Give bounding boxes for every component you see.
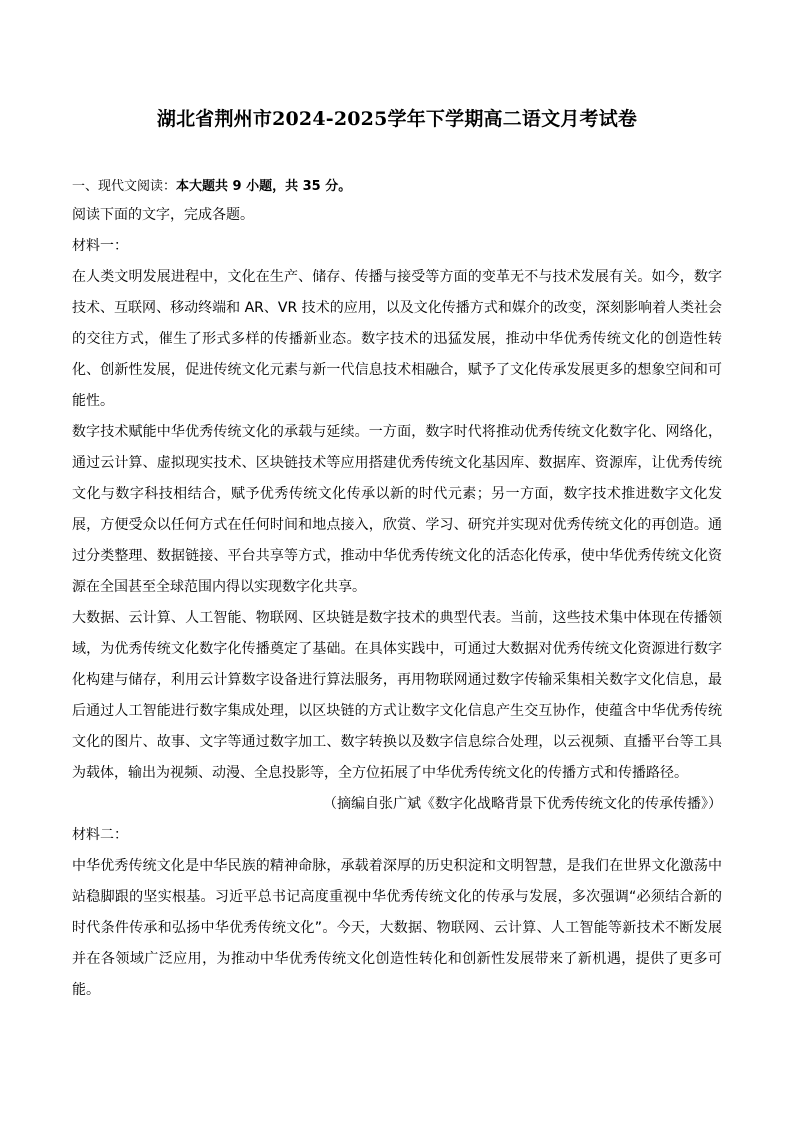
- material1-paragraph: 数字技术赋能中华优秀传统文化的承载与延续。一方面，数字时代将推动优秀传统文化数字化、网络化，通过云计算、虚拟现实技术、区块链技术等应用搭建优秀传统文化基因库、数据库、资源库，让优秀传统文化与数字科技相结合，赋予优秀传统文化传承以新的时代元素；另一方面，数字技术推进数字文化发展，方便受众以任何方式在任何时间和地点接入，欣赏、学习、研究并实现对优秀传统文化的再创造。通过分类整理、数据链接、平台共享等方式，推动中华优秀传统文化的活态化传承，使中华优秀传统文化资源在全国甚至全球范围内得以实现数字化共享。: [72, 424, 722, 595]
- material1-label: 材料一：: [72, 238, 128, 254]
- material2-paragraph: 中华优秀传统文化是中华民族的精神命脉，承载着深厚的历史积淀和文明智慧，是我们在世界文化激荡中站稳脚跟的坚实根基。习近平总书记高度重视中华优秀传统文化的传承与发展，多次强调“必须结合新的时代条件传承和弘扬中华优秀传统文化”。今天，大数据、物联网、云计算、人工智能等新技术不断发展并在各领域广泛应用，为推动中华优秀传统文化创造性转化和创新性发展带来了新机遇，提供了更多可能。: [72, 858, 722, 998]
- instruction-text: 阅读下面的文字，完成各题。: [72, 207, 254, 223]
- material1-paragraph: 在人类文明发展进程中，文化在生产、储存、传播与接受等方面的变革无不与技术发展有关。如今，数字技术、互联网、移动终端和 AR、VR 技术的应用，以及文化传播方式和媒介的改变，深刻影响着人类社会的交往方式，催生了形式多样的传播新业态。数字技术的迅猛发展，推动中华优秀传统文化的创造性转化、创新性发展，促进传统文化元素与新一代信息技术相融合，赋予了文化传承发展更多的想象空间和可能性。: [72, 269, 722, 409]
- document-title: 湖北省荆州市2024-2025学年下学期高二语文月考试卷: [156, 108, 638, 130]
- material1-source: （摘编自张广斌《数字化战略背景下优秀传统文化的传承传播》）: [323, 796, 722, 812]
- section-prefix: 一、现代文阅读：: [72, 179, 177, 194]
- document-body: [72, 174, 722, 1006]
- section-heading: [72, 174, 722, 200]
- section-detail: 本大题共 9 小题，共 35 分。: [176, 179, 352, 194]
- material1-paragraph: 大数据、云计算、人工智能、物联网、区块链是数字技术的典型代表。当前，这些技术集中体现在传播领域，为优秀传统文化数字化传播奠定了基础。在具体实践中，可通过大数据对优秀传统文化资源进行数字化构建与储存，利用云计算数字设备进行算法服务，再用物联网通过数字传输采集相关数字文化信息，最后通过人工智能进行数字集成处理，以区块链的方式让数字文化信息产生交互协作，使蕴含中华优秀传统文化的图片、故事、文字等通过数字加工、数字转换以及数字信息综合处理，以云视频、直播平台等工具为载体，输出为视频、动漫、全息投影等，全方位拓展了中华优秀传统文化的传播方式和传播路径。: [72, 610, 722, 781]
- material2-label: 材料二：: [72, 827, 128, 843]
